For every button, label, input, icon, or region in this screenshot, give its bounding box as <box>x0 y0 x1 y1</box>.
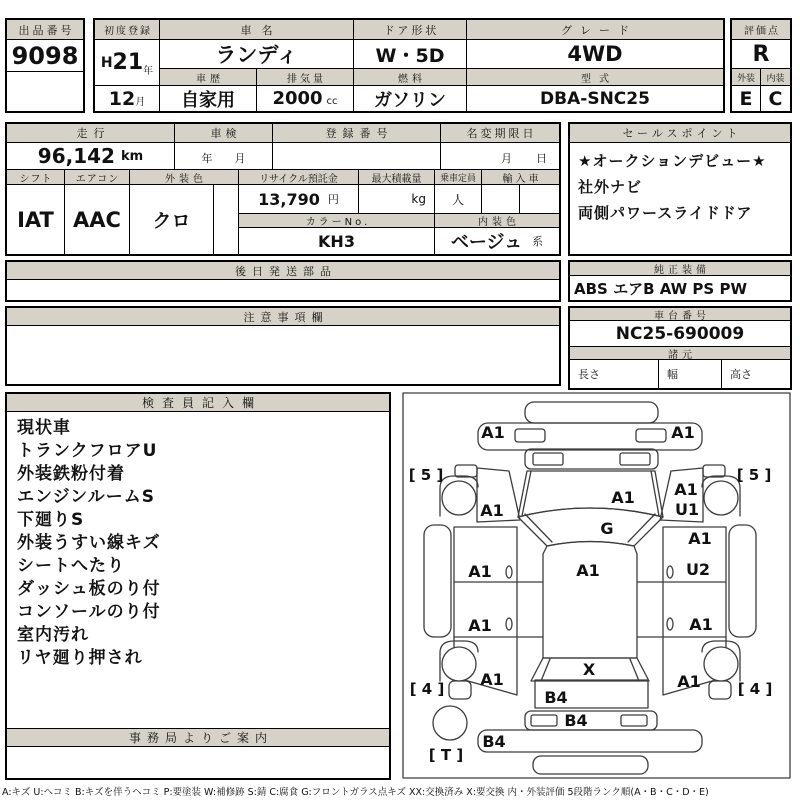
fuel-value: ガソリン <box>354 86 467 111</box>
spare-wheel <box>433 706 467 740</box>
model-label: 型式 <box>467 69 723 86</box>
car-name-label: 車名 <box>160 20 354 40</box>
reg-no-value <box>273 143 441 170</box>
inspector-note-line: シートへたり <box>17 556 125 576</box>
sales-point-line: 両側パワースライドドア <box>578 204 753 222</box>
damage-code: A1 <box>689 615 713 634</box>
exterior-score: E <box>732 86 761 111</box>
wheels <box>433 481 738 740</box>
sales-points-box <box>568 122 792 256</box>
office-empty <box>7 747 389 778</box>
later-parts-value <box>7 280 559 300</box>
inspector-note-line: リヤ廻り押され <box>17 648 143 668</box>
import-label: 輸入車 <box>482 170 559 185</box>
shift-label: シフト <box>7 170 65 185</box>
sales-point-line: ★オークションデビュー★ <box>578 152 767 170</box>
inspector-note-line: ダッシュ板のり付 <box>17 579 161 599</box>
damage-code: [ T ] <box>428 746 464 764</box>
name-change-label: 名変期限日 <box>441 124 559 143</box>
car-outline <box>424 402 756 774</box>
spec-length-label: 長さ <box>570 360 659 388</box>
damage-code: A1 <box>688 529 712 548</box>
aircon-value: AAC <box>65 185 130 254</box>
max-load-value: kg <box>359 185 435 214</box>
inspector-note-line: エンジンルームS <box>17 487 155 507</box>
grade-label: グレード <box>467 20 723 40</box>
damage-code: A1 <box>677 672 701 691</box>
front-left-wheel <box>442 481 476 515</box>
front-right-wheel <box>704 481 738 515</box>
car-damage-diagram <box>400 390 800 790</box>
int-color-label: 内装色 <box>435 214 559 228</box>
damage-code: [ 5 ] <box>736 466 772 484</box>
history-label: 車歴 <box>160 69 257 86</box>
score-box <box>730 18 792 113</box>
auction-no-label: 出品番号 <box>7 20 83 40</box>
later-parts-label: 後日発送部品 <box>7 262 559 280</box>
chassis-value: NC25-690009 <box>570 321 790 347</box>
caution-box <box>5 306 561 386</box>
fuel-label: 燃料 <box>354 69 467 86</box>
spec-width-label: 幅 <box>659 360 722 388</box>
color-no-label: カラーNo. <box>239 214 435 228</box>
ext-color-value: クロ <box>130 185 214 254</box>
damage-code: B4 <box>544 688 568 707</box>
damage-code: U1 <box>674 500 700 519</box>
rear-right-wheel <box>704 647 738 681</box>
recycle-value: 13,790 円 <box>239 185 359 214</box>
shaken-value: 年 月 <box>175 143 273 170</box>
damage-code: A1 <box>468 562 492 581</box>
capacity-value: 人 <box>435 185 482 214</box>
recycle-label: リサイクル預託金 <box>239 170 359 185</box>
mileage-label: 走行 <box>7 124 175 143</box>
auction-no-empty <box>7 72 83 111</box>
auction-no-box <box>5 18 85 113</box>
damage-code: A1 <box>611 488 635 507</box>
damage-code: B4 <box>564 711 588 730</box>
shaken-label: 車検 <box>175 124 273 143</box>
ext-color-code-empty <box>214 185 239 254</box>
equipment-box <box>568 260 792 302</box>
damage-code: A1 <box>481 423 505 442</box>
caution-value <box>7 326 559 384</box>
info-table <box>5 122 561 256</box>
grade-value: 4WD <box>467 40 723 69</box>
model-value: DBA-SNC25 <box>540 88 650 109</box>
import-cell-2 <box>520 185 559 214</box>
name-change-value: 月 日 <box>441 143 559 170</box>
damage-code: A1 <box>480 670 504 689</box>
history-value: 自家用 <box>160 86 257 111</box>
damage-code: A1 <box>576 561 600 580</box>
displacement-label: 排気量 <box>257 69 354 86</box>
damage-code: A1 <box>674 480 698 499</box>
rear-left-wheel <box>442 647 476 681</box>
inspector-notes <box>17 417 381 670</box>
sales-points-label: セールスポイント <box>570 124 790 143</box>
max-load-label: 最大積載量 <box>359 170 435 185</box>
inspector-note-line: 外装うすい線キズ <box>17 533 161 553</box>
caution-label: 注意事項欄 <box>7 308 559 326</box>
door-label: ドア形状 <box>354 20 467 40</box>
later-parts-box <box>5 260 561 302</box>
reg-no-label: 登録番号 <box>273 124 441 143</box>
displacement-value: 2000 cc <box>257 86 354 111</box>
inspector-note-line: コンソールのり付 <box>17 602 161 622</box>
door-value: W・5D <box>354 40 467 69</box>
spec-height-label: 高さ <box>730 368 752 381</box>
inspector-note-line: 室内汚れ <box>17 625 89 645</box>
first-reg-label: 初度登録 <box>95 20 160 40</box>
damage-code: A1 <box>468 616 492 635</box>
aircon-label: エアコン <box>65 170 130 185</box>
damage-code: X <box>582 660 596 679</box>
damage-code: A1 <box>480 501 504 520</box>
sales-point-line: 社外ナビ <box>578 178 643 196</box>
inspector-box <box>5 392 391 780</box>
damage-code: [ 4 ] <box>737 680 773 698</box>
damage-code: A1 <box>671 423 695 442</box>
car-name-value: ランディ <box>160 40 354 69</box>
import-cell-1 <box>482 185 520 214</box>
score-value: R <box>732 40 790 69</box>
damage-code: G <box>600 519 614 538</box>
damage-code: B4 <box>482 732 506 751</box>
specs-label: 諸元 <box>570 347 790 360</box>
exterior-label: 外装 <box>732 69 761 86</box>
equipment-label: 純正装備 <box>570 262 790 276</box>
vehicle-header-table <box>93 18 725 113</box>
color-no-value: KH3 <box>239 228 435 254</box>
score-label: 評価点 <box>732 20 790 40</box>
damage-code: [ 5 ] <box>408 466 444 484</box>
damage-code: U2 <box>685 560 711 579</box>
first-reg-era: H <box>100 54 113 71</box>
first-reg-month: 12 月 <box>95 86 160 111</box>
inspector-note-line: 現状車 <box>17 418 71 438</box>
mileage-value: 96,142 km <box>7 143 175 170</box>
shift-value: IAT <box>7 185 65 254</box>
chassis-box <box>568 306 792 390</box>
interior-label: 内装 <box>761 69 790 86</box>
sales-points-list <box>578 148 784 226</box>
ext-color-label: 外装色 <box>130 170 239 185</box>
interior-score: C <box>768 87 783 110</box>
inspector-label: 検査員記入欄 <box>7 394 389 412</box>
chassis-label: 車台番号 <box>570 308 790 321</box>
auction-no-value: 9098 <box>7 40 83 72</box>
damage-code: [ 4 ] <box>409 680 445 698</box>
office-label: 事務局よりご案内 <box>7 728 389 747</box>
equipment-value: ABS エアB AW PS PW <box>574 279 747 298</box>
first-reg-year: H 21 年 <box>95 40 160 86</box>
inspector-note-line: 下廻りS <box>17 510 85 530</box>
legend-text: A:キズ U:ヘコミ B:キズを伴うヘコミ P:要塗装 W:補修跡 S:錆 C:腐食 G:フロントガラス点キズ XX:交換済み X:要交換 内・外装評価 5段階ランク順(A・B・C・D・E) <box>2 787 709 798</box>
capacity-label: 乗車定員 <box>435 170 482 185</box>
inspector-note-line: 外装鉄粉付着 <box>17 464 125 484</box>
int-color-value: ベージュ 系 <box>450 232 544 253</box>
inspector-note-line: トランクフロアU <box>17 441 158 461</box>
